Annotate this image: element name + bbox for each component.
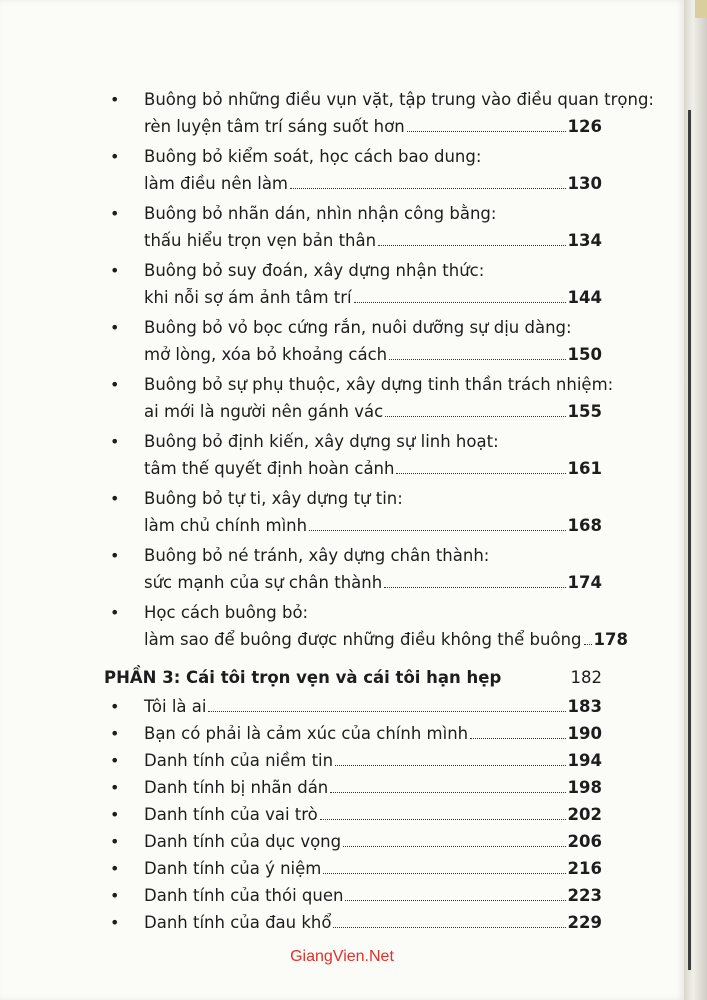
entry-title: Danh tính bị nhãn dán bbox=[144, 778, 329, 797]
bullet-icon: • bbox=[110, 375, 120, 394]
bullet-icon: • bbox=[110, 147, 120, 166]
toc-entry[interactable] bbox=[104, 747, 602, 774]
page-number: 183 bbox=[567, 697, 602, 716]
dot-leader bbox=[335, 765, 565, 766]
page-number: 190 bbox=[567, 724, 602, 743]
dot-leader bbox=[343, 846, 565, 847]
page-number: 178 bbox=[593, 630, 628, 649]
toc-entry[interactable] bbox=[104, 855, 602, 882]
entry-row bbox=[144, 909, 602, 936]
entry-title: Bạn có phải là cảm xúc của chính mình bbox=[144, 724, 469, 743]
entry-row bbox=[144, 720, 602, 747]
dot-leader bbox=[470, 738, 565, 739]
entry-title: Buông bỏ định kiến, xây dựng sự linh hoạt: bbox=[144, 432, 499, 451]
page-number: 206 bbox=[567, 832, 602, 851]
page-number: 202 bbox=[567, 805, 602, 824]
entry-title: Danh tính của ý niệm bbox=[144, 859, 322, 878]
entry-row bbox=[144, 747, 602, 774]
toc-entry[interactable] bbox=[104, 86, 654, 140]
page-number: 198 bbox=[567, 778, 602, 797]
page-number: 134 bbox=[567, 231, 602, 250]
section-title: PHẦN 3: Cái tôi trọn vẹn và cái tôi hạn hẹp bbox=[104, 668, 502, 687]
entry-subtitle: làm sao để buông được những điều không thể buông bbox=[144, 630, 582, 649]
toc-entry[interactable] bbox=[104, 485, 602, 539]
page-number: 126 bbox=[567, 117, 602, 136]
entry-subtitle: khi nỗi sợ ám ảnh tâm trí bbox=[144, 288, 352, 307]
toc-entry[interactable] bbox=[104, 200, 602, 254]
dot-leader bbox=[320, 819, 566, 820]
entry-subtitle-row bbox=[144, 455, 602, 482]
dot-leader bbox=[396, 473, 565, 474]
dot-leader bbox=[208, 711, 565, 712]
edge-color-mark bbox=[695, 0, 707, 18]
entry-subtitle-row bbox=[144, 170, 602, 197]
bullet-icon: • bbox=[110, 778, 120, 797]
bullet-icon: • bbox=[110, 204, 120, 223]
dot-leader bbox=[407, 131, 566, 132]
dot-leader bbox=[290, 188, 566, 189]
dot-leader bbox=[345, 900, 565, 901]
entry-title: Buông bỏ những điều vụn vặt, tập trung vào điều quan trọng: bbox=[144, 90, 654, 109]
toc-entry[interactable] bbox=[104, 542, 602, 596]
toc-entry[interactable] bbox=[104, 801, 602, 828]
toc-entry[interactable] bbox=[104, 720, 602, 747]
toc-entry[interactable] bbox=[104, 882, 602, 909]
page-number: 155 bbox=[567, 402, 602, 421]
entry-subtitle-row bbox=[144, 113, 602, 140]
entry-subtitle-row bbox=[144, 626, 628, 653]
section-heading[interactable] bbox=[104, 663, 602, 693]
entry-subtitle-row bbox=[144, 341, 602, 368]
bullet-icon: • bbox=[110, 805, 120, 824]
bullet-icon: • bbox=[110, 546, 120, 565]
bullet-icon: • bbox=[110, 432, 120, 451]
dot-leader bbox=[384, 587, 565, 588]
bullet-icon: • bbox=[110, 751, 120, 770]
entry-row bbox=[144, 693, 602, 720]
dot-leader bbox=[389, 359, 565, 360]
bullet-icon: • bbox=[110, 913, 120, 932]
page-number: 216 bbox=[567, 859, 602, 878]
bullet-icon: • bbox=[110, 261, 120, 280]
entry-subtitle-row bbox=[144, 398, 602, 425]
entry-title: Buông bỏ né tránh, xây dựng chân thành: bbox=[144, 546, 490, 565]
entry-title: Danh tính của vai trò bbox=[144, 805, 318, 824]
toc-entry[interactable] bbox=[104, 314, 602, 368]
entry-title: Danh tính của thói quen bbox=[144, 886, 344, 905]
toc-entry[interactable] bbox=[104, 371, 614, 425]
bullet-icon: • bbox=[110, 603, 120, 622]
bullet-icon: • bbox=[110, 886, 120, 905]
toc-entry[interactable] bbox=[104, 828, 602, 855]
bullet-icon: • bbox=[110, 832, 120, 851]
page-number: 168 bbox=[567, 516, 602, 535]
page-number: 223 bbox=[567, 886, 602, 905]
binding-line bbox=[688, 110, 691, 970]
page-number: 182 bbox=[570, 668, 602, 687]
toc-entry[interactable] bbox=[104, 774, 602, 801]
dot-leader bbox=[378, 245, 565, 246]
entry-row bbox=[144, 855, 602, 882]
entry-subtitle-row bbox=[144, 569, 602, 596]
dot-leader bbox=[323, 873, 565, 874]
page-number: 144 bbox=[567, 288, 602, 307]
dot-leader bbox=[309, 530, 565, 531]
entry-subtitle-row bbox=[144, 512, 602, 539]
entry-title: Danh tính của đau khổ bbox=[144, 913, 332, 932]
entry-title: Danh tính của dục vọng bbox=[144, 832, 342, 851]
page-number: 194 bbox=[567, 751, 602, 770]
bullet-icon: • bbox=[110, 318, 120, 337]
entry-subtitle: ai mới là người nên gánh vác bbox=[144, 402, 384, 421]
bullet-icon: • bbox=[110, 859, 120, 878]
dot-leader bbox=[584, 644, 592, 645]
bullet-icon: • bbox=[110, 90, 120, 109]
entry-row bbox=[144, 801, 602, 828]
entry-subtitle: làm điều nên làm bbox=[144, 174, 289, 193]
entry-title: Danh tính của niềm tin bbox=[144, 751, 334, 770]
bullet-icon: • bbox=[110, 724, 120, 743]
entry-row bbox=[144, 882, 602, 909]
toc-entry[interactable] bbox=[104, 428, 602, 482]
entry-subtitle-row bbox=[144, 284, 602, 311]
dot-leader bbox=[333, 927, 565, 928]
entry-subtitle: rèn luyện tâm trí sáng suốt hơn bbox=[144, 117, 405, 136]
bullet-icon: • bbox=[110, 697, 120, 716]
entry-title: Buông bỏ nhãn dán, nhìn nhận công bằng: bbox=[144, 204, 497, 223]
page-number: 150 bbox=[567, 345, 602, 364]
toc-entry[interactable] bbox=[104, 599, 628, 653]
toc-entry[interactable] bbox=[104, 257, 602, 311]
dot-leader bbox=[385, 416, 565, 417]
entry-title: Buông bỏ suy đoán, xây dựng nhận thức: bbox=[144, 261, 485, 280]
watermark: GiangVien.Net bbox=[290, 948, 394, 965]
dot-leader bbox=[330, 792, 565, 793]
entry-subtitle: thấu hiểu trọn vẹn bản thân bbox=[144, 231, 377, 250]
page-number: 229 bbox=[567, 913, 602, 932]
toc-entry[interactable] bbox=[104, 693, 602, 720]
bullet-icon: • bbox=[110, 489, 120, 508]
entry-title: Buông bỏ tự ti, xây dựng tự tin: bbox=[144, 489, 403, 508]
entry-row bbox=[144, 774, 602, 801]
entry-subtitle-row bbox=[144, 227, 602, 254]
entry-subtitle: sức mạnh của sự chân thành bbox=[144, 573, 383, 592]
toc-entry[interactable] bbox=[104, 143, 602, 197]
entry-title: Buông bỏ vỏ bọc cứng rắn, nuôi dưỡng sự dịu dàng: bbox=[144, 318, 572, 337]
table-of-contents bbox=[104, 86, 654, 936]
entry-title: Học cách buông bỏ: bbox=[144, 603, 309, 622]
page-number: 130 bbox=[567, 174, 602, 193]
entry-row bbox=[144, 828, 602, 855]
entry-title: Buông bỏ kiểm soát, học cách bao dung: bbox=[144, 147, 482, 166]
page-number: 174 bbox=[567, 573, 602, 592]
dot-leader bbox=[354, 302, 566, 303]
toc-entry[interactable] bbox=[104, 909, 602, 936]
entry-subtitle: làm chủ chính mình bbox=[144, 516, 308, 535]
entry-subtitle: mở lòng, xóa bỏ khoảng cách bbox=[144, 345, 388, 364]
entry-title: Buông bỏ sự phụ thuộc, xây dựng tinh thần trách nhiệm: bbox=[144, 375, 614, 394]
entry-subtitle: tâm thế quyết định hoàn cảnh bbox=[144, 459, 395, 478]
page-number: 161 bbox=[567, 459, 602, 478]
entry-title: Tôi là ai bbox=[144, 697, 207, 716]
